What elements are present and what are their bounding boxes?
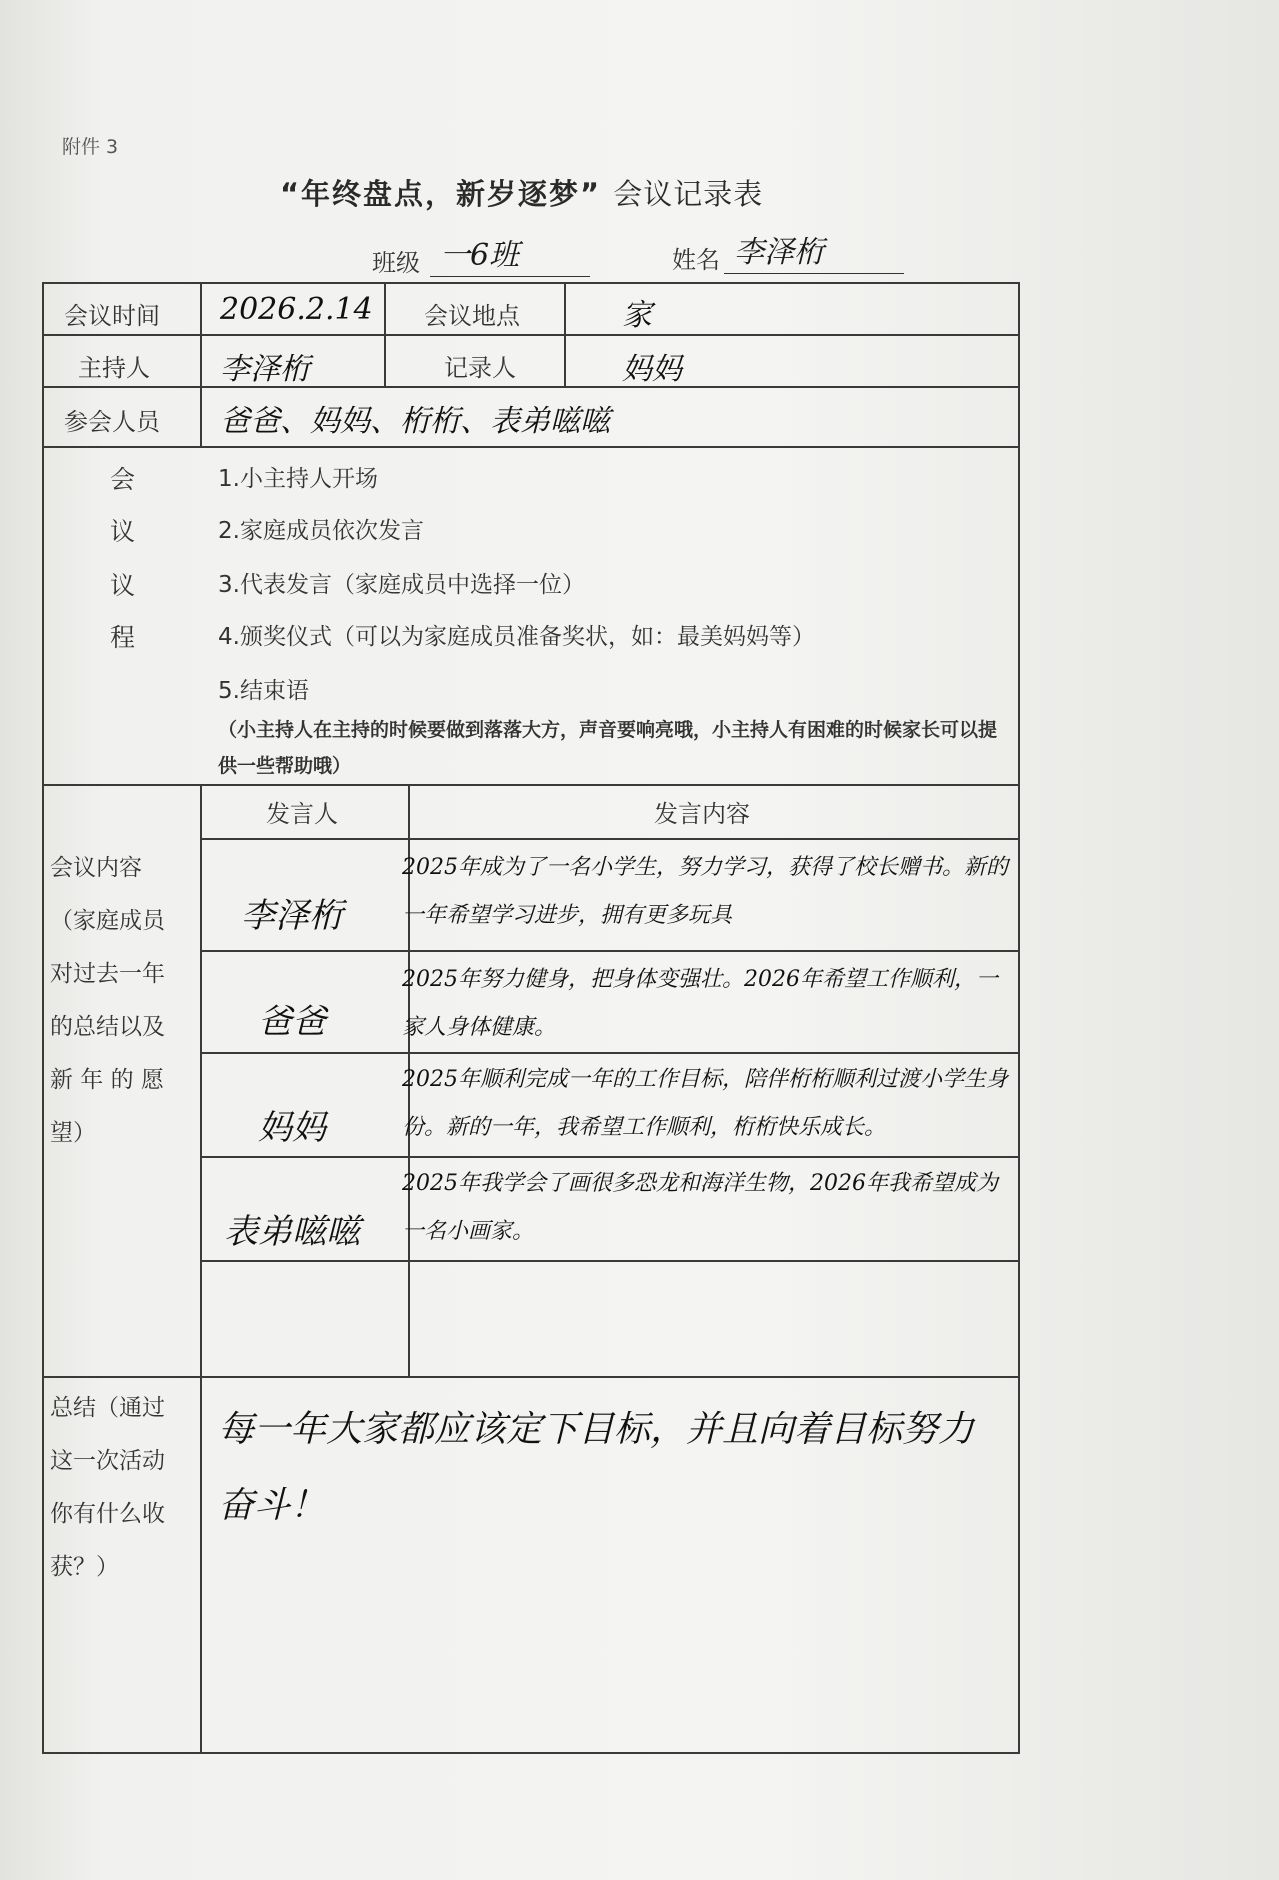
col-divider <box>564 282 566 386</box>
recorder-value: 妈妈 <box>622 352 682 387</box>
title-main: “年终盘点，新岁逐梦” <box>280 177 602 211</box>
annex-label: 附件 3 <box>62 136 119 158</box>
table-border-right <box>1018 282 1020 1754</box>
row-divider <box>200 950 1020 952</box>
row-divider <box>200 838 1020 840</box>
row-divider <box>200 1156 1020 1158</box>
col-divider <box>200 282 202 446</box>
agenda-item: 2.家庭成员依次发言 <box>218 518 424 544</box>
speech-text: 2025年我学会了画很多恐龙和海洋生物，2026年我希望成为一名小画家。 <box>402 1171 998 1244</box>
host-label: 主持人 <box>78 354 150 382</box>
name-label: 姓名 <box>672 246 720 274</box>
agenda-label-char: 程 <box>110 623 136 652</box>
form-title <box>280 172 763 213</box>
speaker-name: 爸爸 <box>258 1002 326 1042</box>
agenda-label-char: 议 <box>110 517 136 546</box>
speech-text: 2025年顺利完成一年的工作目标，陪伴桁桁顺利过渡小学生身份。新的一年，我希望工作顺利，桁桁快乐成长。 <box>402 1067 1008 1140</box>
title-sub: 会议记录表 <box>613 177 764 211</box>
table-border-left <box>42 282 44 1754</box>
row-divider <box>200 1260 1020 1262</box>
content-side-label: 会议内容（家庭成员对过去一年的总结以及新 年 的 愿望） <box>50 855 165 1146</box>
agenda-label-char: 议 <box>110 571 136 600</box>
agenda-item: 5.结束语 <box>218 678 309 704</box>
agenda-item: 1.小主持人开场 <box>218 466 378 492</box>
table-border-bottom <box>42 1752 1020 1754</box>
speech-text: 2025年努力健身，把身体变强壮。2026年希望工作顺利，一家人身体健康。 <box>402 967 998 1040</box>
name-value: 李泽桁 <box>724 227 904 274</box>
meeting-time-label: 会议时间 <box>64 302 160 330</box>
meeting-place-label: 会议地点 <box>424 302 520 330</box>
host-value: 李泽桁 <box>220 352 310 387</box>
summary-text: 每一年大家都应该定下目标，并且向着目标努力奋斗！ <box>218 1409 975 1526</box>
speaker-name: 妈妈 <box>258 1108 326 1148</box>
recorder-label: 记录人 <box>444 354 516 382</box>
class-label: 班级 <box>372 249 420 277</box>
speech-text: 2025年成为了一名小学生，努力学习，获得了校长赠书。新的一年希望学习进步，拥有更多玩具 <box>402 855 1008 928</box>
speaker-name: 表弟嗞嗞 <box>224 1212 360 1252</box>
class-value: 一6班 <box>430 230 590 277</box>
speaker-name: 李泽桁 <box>241 896 343 936</box>
meeting-place-value: 家 <box>622 298 652 333</box>
row-divider <box>42 446 1020 448</box>
row-divider <box>42 784 1020 786</box>
agenda-label-char: 会 <box>110 465 136 494</box>
agenda-item: 3.代表发言（家庭成员中选择一位） <box>218 572 585 598</box>
row-divider <box>42 334 1020 336</box>
meeting-record-table <box>42 282 1020 1754</box>
speaker-header: 发言人 <box>266 800 338 828</box>
meeting-time-value: 2026.2.14 <box>220 292 373 327</box>
agenda-note: （小主持人在主持的时候要做到落落大方，声音要响亮哦，小主持人有困难的时候家长可以提供一些帮助哦） <box>218 719 998 777</box>
attendees-label: 参会人员 <box>64 408 160 436</box>
speech-header: 发言内容 <box>654 800 750 828</box>
table-border-top <box>42 282 1020 284</box>
row-divider <box>200 1052 1020 1054</box>
agenda-item: 4.颁奖仪式（可以为家庭成员准备奖状，如：最美妈妈等） <box>218 624 815 650</box>
summary-label: 总结（通过这一次活动你有什么收获？） <box>50 1395 165 1580</box>
col-divider <box>384 282 386 386</box>
row-divider <box>42 386 1020 388</box>
row-divider <box>42 1376 1020 1378</box>
attendees-value: 爸爸、妈妈、桁桁、表弟嗞嗞 <box>220 404 610 439</box>
